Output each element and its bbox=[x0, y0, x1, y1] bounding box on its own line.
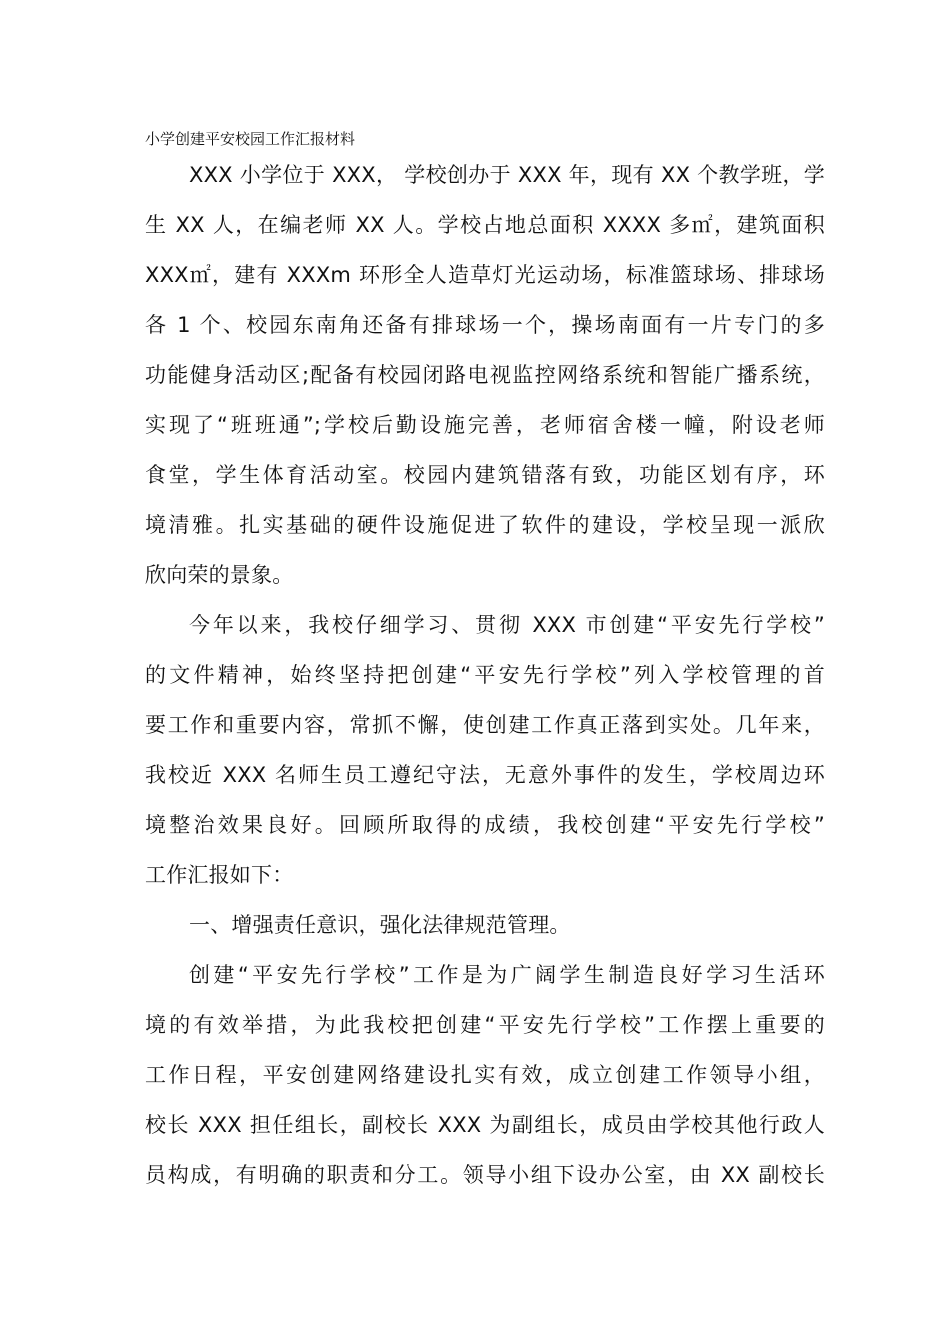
paragraph-line: 工作日程，平安创建网络建设扎实有效，成立创建工作领导小组， bbox=[145, 1063, 825, 1087]
paragraph-line: 食堂，学生体育活动室。校园内建筑错落有致，功能区划有序，环 bbox=[145, 463, 825, 487]
paragraph-line: 校长 XXX 担任组长，副校长 XXX 为副组长，成员由学校其他行政人 bbox=[145, 1113, 825, 1137]
section-heading: 一、增强责任意识，强化法律规范管理。 bbox=[189, 913, 571, 937]
paragraph-line: 境清雅。扎实基础的硬件设施促进了软件的建设，学校呈现一派欣 bbox=[145, 513, 825, 537]
paragraph-line: 今年以来，我校仔细学习、贯彻 XXX 市创建“平安先行学校” bbox=[189, 613, 825, 637]
paragraph-line: 境整治效果良好。回顾所取得的成绩，我校创建“平安先行学校” bbox=[145, 813, 825, 837]
paragraph-line: 我校近 XXX 名师生员工遵纪守法，无意外事件的发生，学校周边环 bbox=[145, 763, 825, 787]
paragraph-line: 功能健身活动区;配备有校园闭路电视监控网络系统和智能广播系统， bbox=[145, 363, 825, 387]
paragraph-line: 员构成，有明确的职责和分工。领导小组下设办公室，由 XX 副校长 bbox=[145, 1163, 825, 1187]
document-title: 小学创建平安校园工作汇报材料 bbox=[145, 130, 356, 148]
paragraph-line: 实现了“班班通”;学校后勤设施完善，老师宿舍楼一幢，附设老师 bbox=[145, 413, 825, 437]
paragraph-line: 各 1 个、校园东南角还备有排球场一个，操场南面有一片专门的多 bbox=[145, 313, 825, 337]
paragraph-line: 创建“平安先行学校”工作是为广阔学生制造良好学习生活环 bbox=[189, 963, 825, 987]
paragraph-line: XXX㎡，建有 XXXm 环形全人造草灯光运动场，标准篮球场、排球场 bbox=[145, 263, 825, 287]
paragraph-line: 欣向荣的景象。 bbox=[145, 563, 294, 587]
paragraph-line: XXX 小学位于 XXX， 学校创办于 XXX 年，现有 XX 个教学班，学 bbox=[189, 163, 825, 187]
paragraph-line: 要工作和重要内容，常抓不懈，使创建工作真正落到实处。几年来， bbox=[145, 713, 825, 737]
paragraph-line: 的文件精神，始终坚持把创建“平安先行学校”列入学校管理的首 bbox=[145, 663, 825, 687]
paragraph-line: 工作汇报如下： bbox=[145, 863, 294, 887]
paragraph-line: 生 XX 人，在编老师 XX 人。学校占地总面积 XXXX 多㎡，建筑面积 bbox=[145, 213, 825, 237]
paragraph-line: 境的有效举措，为此我校把创建“平安先行学校”工作摆上重要的 bbox=[145, 1013, 825, 1037]
